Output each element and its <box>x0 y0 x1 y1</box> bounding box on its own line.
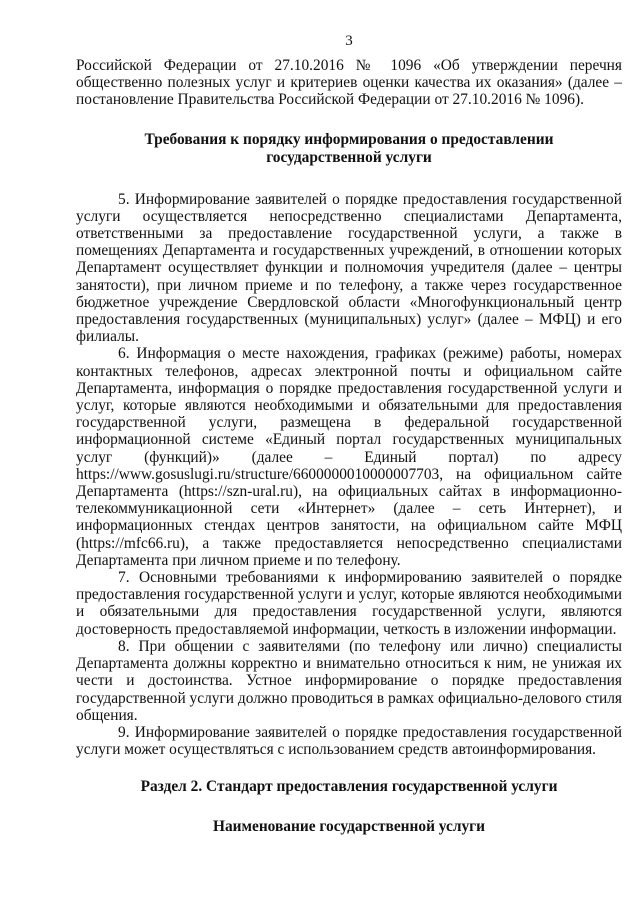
paragraph-6: 6. Информация о месте нахождения, графиках (режиме) работы, номерах контактных телефонов, адресах электронной почты и официальном сайте Департамента, информация о порядке предоставления государственной услуги и услуг, которые являются необходимыми и обязательными для предоставления государственной услуги, размещена в федеральной государственной информационной системе «Единый портал государственных муниципальных услуг (функций)» (далее – Единый портал) по адресу https://www.gosuslugi.ru/structure/6600000010000007703, на официальном сайте Департамента (https://szn-ural.ru), на официальных сайтах в информационно-телекоммуникационной сети «Интернет» (далее – сеть Интернет), и информационных стендах центров занятости, на официальном сайте МФЦ (https://mfc66.ru), а также предоставляется непосредственно специалистами Департамента при личном приеме и по телефону. <box>76 345 622 569</box>
paragraph-5: 5. Информирование заявителей о порядке предоставления государственной услуги осуществляется непосредственно специалистами Департамента, ответственными за предоставление государственной услуги, а также в помещениях Департамента и государственных учреждений, в отношении которых Департамент осуществляет функции и полномочия учредителя (далее – центры занятости), при личном приеме и по телефону, а также через государственное бюджетное учреждение Свердловской области «Многофункциональный центр предоставления государственных (муниципальных) услуг» (далее – МФЦ) и его филиалы. <box>76 190 622 346</box>
page-number: 3 <box>345 33 353 49</box>
paragraph-9: 9. Информирование заявителей о порядке предоставления государственной услуги может осуществляться с использованием средств автоинформирования. <box>76 723 622 759</box>
intro-paragraph: Российской Федерации от 27.10.2016 № 1096 «Об утверждении перечня общественно полезных услуг и критериев оценки качества их оказания» (далее – постановление Правительства Российской Федерации от 27.10.2016 № 1096). <box>76 57 622 109</box>
paragraph-7: 7. Основными требованиями к информированию заявителей о порядке предоставления государственной услуги и услуг, которые являются необходимыми и обязательными для предоставления государственной услуги, являются достоверность предоставляемой информации, четкость в изложении информации. <box>76 569 622 638</box>
paragraph-8: 8. При общении с заявителями (по телефону или лично) специалисты Департамента должны корректно и внимательно относиться к ним, не унижая их чести и достоинства. Устное информирование о порядке предоставления государственной услуги должно проводиться в рамках официально-делового стиля общения. <box>76 637 622 724</box>
chapter-heading: Раздел 2. Стандарт предоставления государственной услуги <box>140 778 558 796</box>
section-heading: Требования к порядку информирования о предоставлении государственной услуги <box>144 130 554 166</box>
subheading: Наименование государственной услуги <box>212 818 486 836</box>
